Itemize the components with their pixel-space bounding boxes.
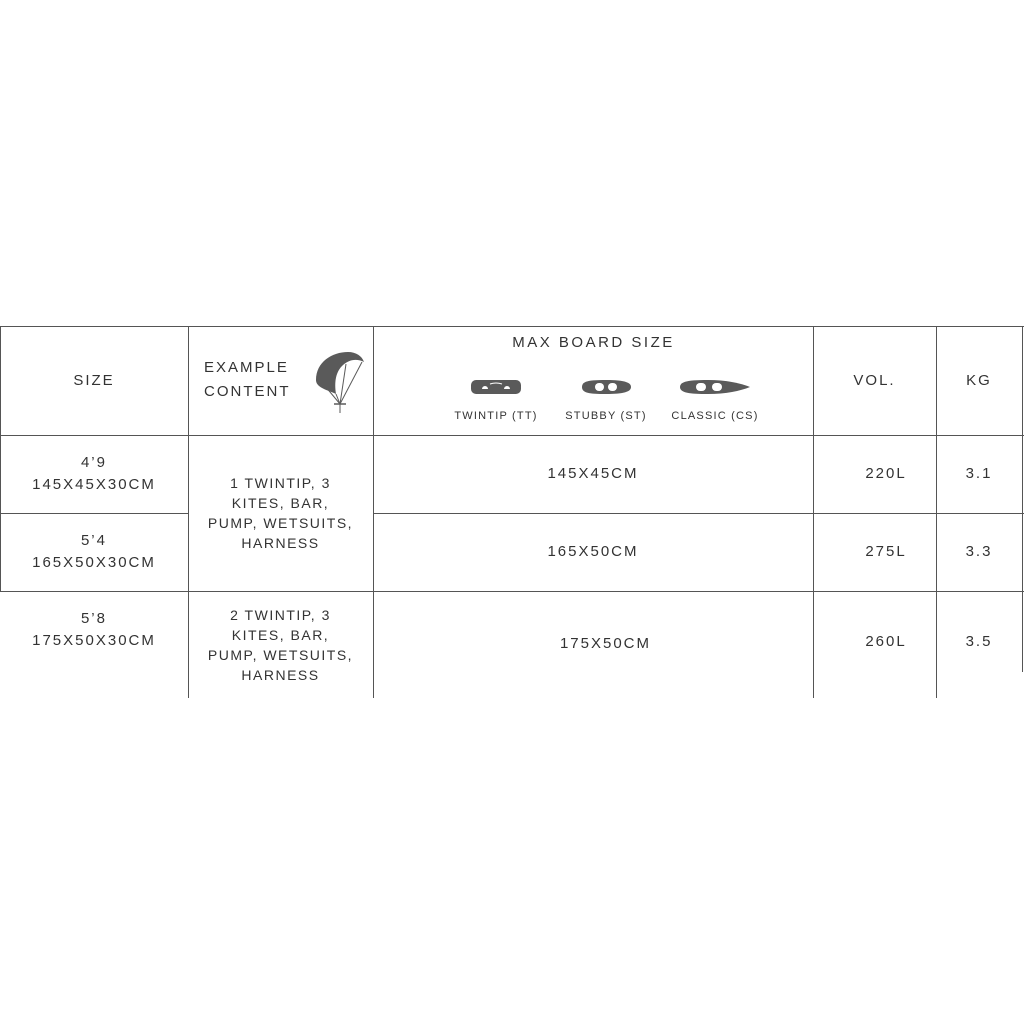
row3-board-size — [373, 604, 838, 684]
row2-kg-value: 3.3 — [965, 543, 993, 560]
row1-size-name: 4’9 — [80, 454, 107, 471]
header-vol-label: VOL. — [853, 371, 896, 389]
header-example-line2: CONTENT — [204, 383, 291, 400]
content-group-1-line4: HARNESS — [241, 535, 320, 551]
header-vol — [813, 326, 936, 435]
header-size — [0, 326, 188, 435]
row2-board-size — [373, 513, 813, 591]
board-classic — [663, 378, 767, 422]
row3-size-name: 5’8 — [80, 610, 107, 627]
content-group-1 — [188, 435, 373, 591]
row1-vol-value: 220L — [865, 465, 907, 482]
row1-bottom-border-left — [0, 513, 188, 514]
row2-board-size-value: 165X50CM — [547, 543, 639, 560]
row1-kg-value: 3.1 — [965, 465, 993, 482]
board-classic-label: CLASSIC (CS) — [671, 410, 759, 422]
content-group-1-line3: PUMP, WETSUITS, — [207, 515, 354, 531]
content-group-1-line1: 1 TWINTIP, 3 — [230, 475, 331, 491]
row2-kg — [936, 513, 1022, 591]
row2-size-dims: 165X50X30CM — [32, 554, 156, 571]
kite-icon — [310, 350, 366, 414]
content-group-2 — [188, 600, 373, 690]
row1-board-size-value: 145X45CM — [547, 465, 639, 482]
row3-kg-value: 3.5 — [965, 633, 993, 650]
content-group-2-line1: 2 TWINTIP, 3 — [230, 607, 331, 623]
content-group-2-line4: HARNESS — [241, 667, 320, 683]
stubby-board-icon — [579, 378, 633, 396]
header-kg-label: KG — [966, 371, 992, 389]
row1-kg — [936, 435, 1022, 513]
header-example-line1: EXAMPLE — [204, 359, 289, 376]
table-right-border — [1022, 326, 1023, 672]
row2-size-name: 5’4 — [80, 532, 107, 549]
content-group-2-line3: PUMP, WETSUITS, — [207, 647, 354, 663]
header-kg — [936, 326, 1022, 435]
row2-size — [0, 522, 188, 582]
board-stubby-label: STUBBY (ST) — [565, 410, 647, 422]
board-twintip — [444, 378, 548, 422]
content-group-2-line2: KITES, BAR, — [231, 627, 330, 643]
row1-size-dims: 145X45X30CM — [32, 476, 156, 493]
header-size-label: SIZE — [73, 371, 115, 389]
row2-bottom-border — [0, 591, 1024, 592]
header-example-content — [204, 356, 291, 404]
twintip-board-icon — [470, 378, 522, 396]
header-max-board-size: MAX BOARD SIZE — [512, 334, 675, 351]
size-chart-table — [0, 326, 1024, 698]
row3-vol-value: 260L — [865, 633, 907, 650]
board-twintip-label: TWINTIP (TT) — [454, 410, 538, 422]
board-stubby — [554, 378, 658, 422]
row3-board-size-value: 175X50CM — [559, 635, 652, 652]
row1-board-size — [373, 435, 813, 513]
row2-vol-value: 275L — [865, 543, 907, 560]
row3-size — [0, 600, 188, 660]
row1-size — [0, 444, 188, 504]
classic-board-icon — [678, 378, 752, 396]
row3-kg — [936, 602, 1022, 682]
content-group-1-line2: KITES, BAR, — [231, 495, 330, 511]
row3-size-dims: 175X50X30CM — [32, 632, 156, 649]
